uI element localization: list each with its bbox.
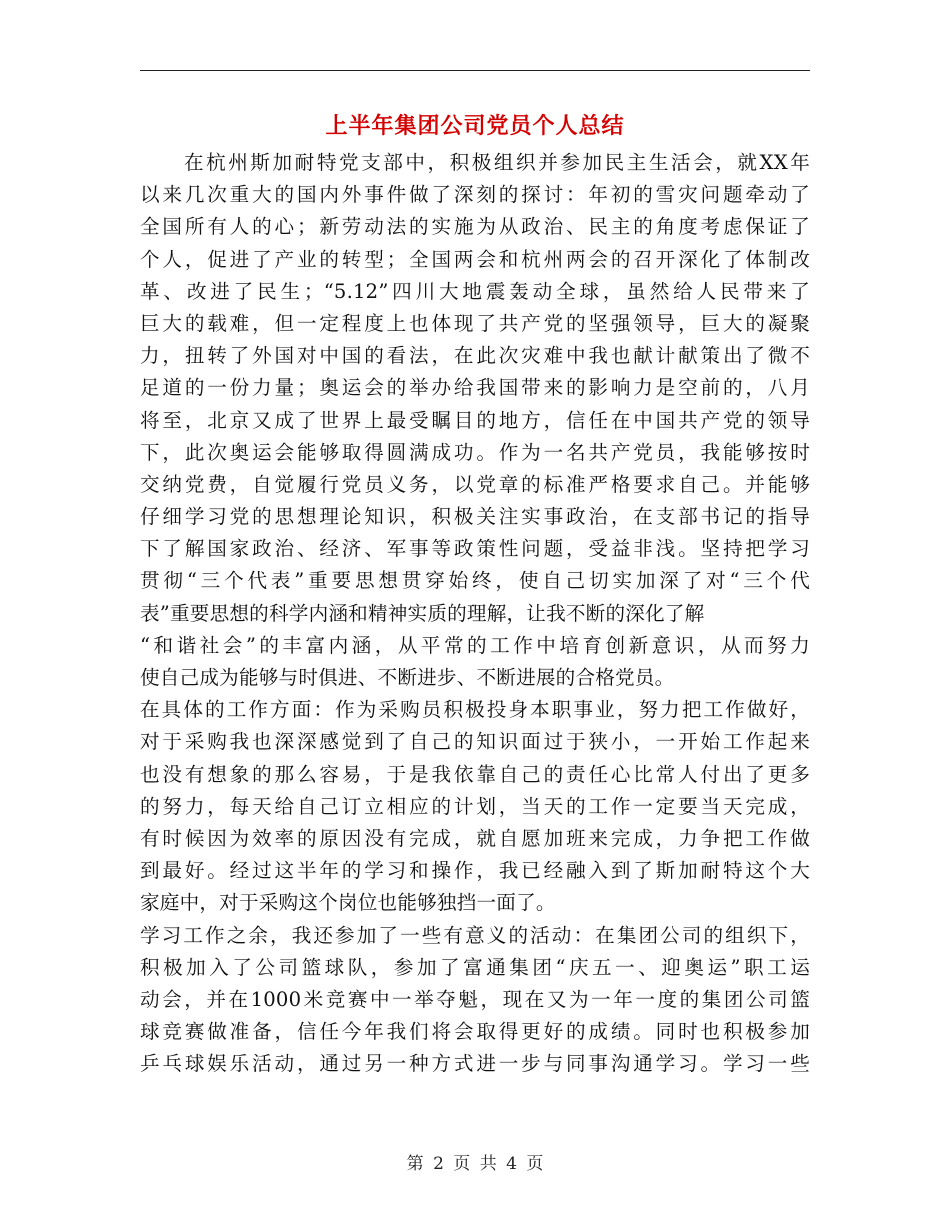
body-line: 动会，并在1000米竞赛中一举夺魁，现在又为一年一度的集团公司篮	[140, 987, 810, 1011]
body-line: 贯彻“三个代表”重要思想贯穿始终，使自己切实加深了对“三个代	[140, 569, 810, 593]
body-line: 使自己成为能够与时俱进、不断进步、不断进展的合格党员。	[140, 666, 675, 689]
body-line: 学习工作之余，我还参加了一些有意义的活动：在集团公司的组织下，	[140, 923, 810, 947]
body-line: 对于采购我也深深感觉到了自己的知识面过于狭小，一开始工作起来	[140, 730, 810, 754]
body-line: 积极加入了公司篮球队，参加了富通集团“庆五一、迎奥运”职工运	[140, 955, 810, 979]
header-rule	[140, 70, 810, 71]
body-line: 有时候因为效率的原因没有完成，就自愿加班来完成，力争把工作做	[140, 826, 810, 850]
body-line: 仔细学习党的思想理论知识，积极关注实事政治，在支部书记的指导	[140, 505, 810, 529]
body-line: 力，扭转了外国对中国的看法，在此次灾难中我也献计献策出了微不	[140, 344, 810, 368]
page-footer: 第 2 页 共 4 页	[406, 1154, 544, 1174]
body-line: 以来几次重大的国内外事件做了深刻的探讨：年初的雪灾问题牵动了	[140, 183, 810, 207]
body-line: 个人，促进了产业的转型；全国两会和杭州两会的召开深化了体制改	[140, 247, 810, 271]
document-body	[140, 147, 810, 1080]
body-line: 足道的一份力量；奥运会的举办给我国带来的影响力是空前的，八月	[140, 376, 810, 400]
body-line: 乒乓球娱乐活动，通过另一种方式进一步与同事沟通学习。学习一些	[140, 1052, 810, 1076]
body-line: 的努力，每天给自己订立相应的计划，当天的工作一定要当天完成，	[140, 794, 810, 818]
body-line: 也没有想象的那么容易，于是我依靠自己的责任心比常人付出了更多	[140, 762, 810, 786]
body-line: 表”重要思想的科学内涵和精神实质的理解，让我不断的深化了解	[140, 601, 705, 625]
body-line: 革、改进了民生；“5.12”四川大地震轰动全球，虽然给人民带来了	[140, 279, 810, 303]
body-line: 到最好。经过这半年的学习和操作，我已经融入到了斯加耐特这个大	[140, 859, 810, 883]
body-line: “和谐社会”的丰富内涵，从平常的工作中培育创新意识，从而努力	[140, 633, 810, 657]
body-line: 全国所有人的心；新劳动法的实施为从政治、民主的角度考虑保证了	[140, 215, 810, 239]
body-line: 家庭中，对于采购这个岗位也能够独挡一面了。	[140, 891, 556, 915]
document-title: 上半年集团公司党员个人总结	[325, 113, 625, 139]
body-line: 巨大的载难，但一定程度上也体现了共产党的坚强领导，巨大的凝聚	[140, 311, 810, 335]
body-line: 下，此次奥运会能够取得圆满成功。作为一名共产党员，我能够按时	[140, 440, 810, 464]
body-line: 球竞赛做准备，信任今年我们将会取得更好的成绩。同时也积极参加	[140, 1020, 810, 1044]
body-line: 交纳党费，自觉履行党员义务，以党章的标准严格要求自己。并能够	[140, 472, 810, 496]
body-line: 在具体的工作方面：作为采购员积极投身本职事业，努力把工作做好，	[140, 698, 810, 722]
body-line: 下了解国家政治、经济、军事等政策性问题，受益非浅。坚持把学习	[140, 537, 810, 561]
body-line: 在杭州斯加耐特党支部中，积极组织并参加民主生活会，就XX年	[184, 151, 810, 174]
body-line: 将至，北京又成了世界上最受瞩目的地方，信任在中国共产党的领导	[140, 408, 810, 432]
